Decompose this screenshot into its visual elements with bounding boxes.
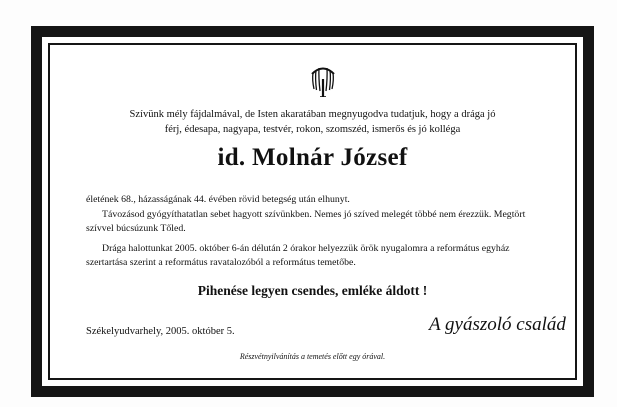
intro-line-1: Szívünk mély fájdalmával, de Isten akaratában megnyugodva tudatjuk, hogy a drága jó xyxy=(129,109,496,120)
mourning-frame xyxy=(31,26,594,397)
signature-family: A gyászoló család xyxy=(429,314,566,335)
funeral-paragraph: Drága halottunkat 2005. október 6-án délután 2 órakor helyezzük örök nyugalomra a református egyház szertartása szerint a református ravatalozóból a református temetőbe. xyxy=(86,243,510,268)
intro-text xyxy=(82,107,543,137)
intro-line-2: férj, édesapa, nagyapa, testvér, rokon, szomszéd, ismerős és jó kolléga xyxy=(164,124,461,135)
place-and-date: Székelyudvarhely, 2005. október 5. xyxy=(86,326,235,337)
condolence-note: Részvétnyilvánítás a temetés előtt egy órával. xyxy=(239,352,386,361)
farewell-paragraph: Távozásod gyógyíthatatlan sebet hagyott szívünkben. Nemes jó szíved melegét többé nem érezzük. Megtört szívvel búcsúzunk Tőled. xyxy=(86,209,526,234)
deceased-name: id. Molnár József xyxy=(217,144,408,171)
weeping-willow-icon xyxy=(309,64,337,97)
closing-blessing: Pihenése legyen csendes, emléke áldott ! xyxy=(197,283,428,298)
age-paragraph: életének 68., házasságának 44. évében rövid betegség után elhunyt. xyxy=(86,194,350,205)
